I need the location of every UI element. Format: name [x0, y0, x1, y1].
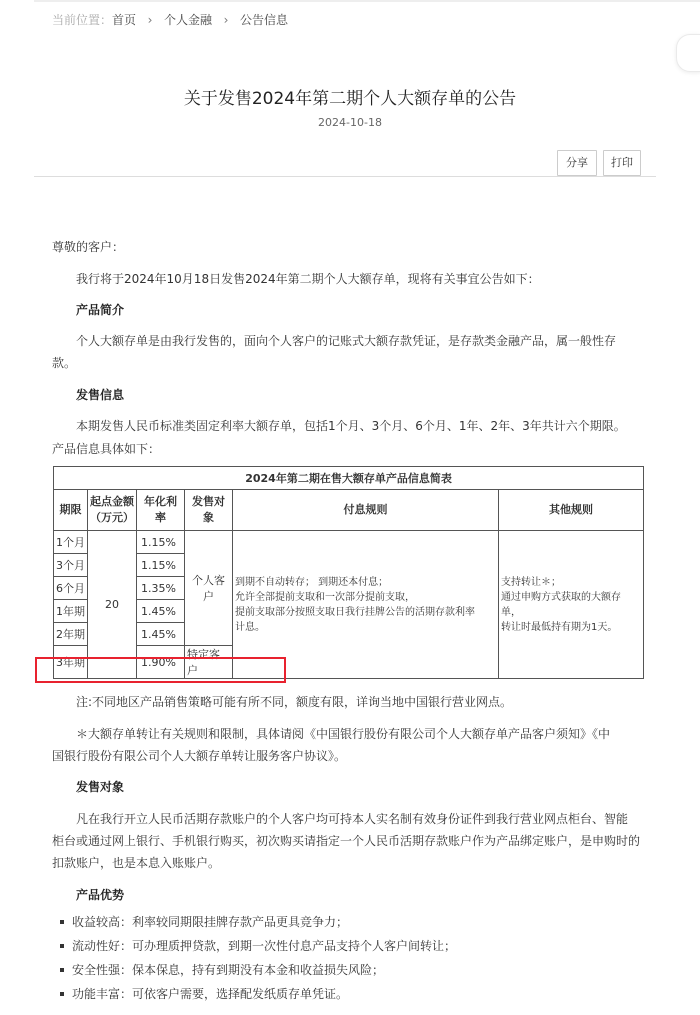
- breadcrumb: [52, 11, 288, 28]
- bullet-icon: [60, 992, 64, 996]
- other-line: 支持转让＊；: [501, 576, 561, 588]
- other-line: 转让时最低持有期为1天。: [501, 621, 618, 633]
- row-rate: 1.35%: [137, 577, 185, 600]
- target-text-line2: 柜台或通过网上银行、手机银行购买，初次购买请指定一个人民币活期存款账户作为产品绑定账户，是申购时的: [52, 834, 641, 848]
- section-title-advantages: 产品优势: [76, 888, 125, 902]
- header-min-amount-line2: （万元）: [90, 511, 134, 524]
- header-rate: 年化利率: [137, 490, 185, 531]
- breadcrumb-home[interactable]: 首页: [112, 13, 137, 27]
- highlight-box: [35, 657, 286, 683]
- advantage-text: 安全性强：保本保息，持有到期没有本金和收益损失风险；: [72, 963, 385, 977]
- chevron-right-icon: ›: [147, 13, 153, 27]
- header-target: 发售对象: [185, 490, 233, 531]
- section-title-sales: 发售信息: [76, 388, 125, 402]
- row-rate: 1.15%: [137, 531, 185, 554]
- header-other: 其他规则: [499, 490, 644, 531]
- product-text-line2: 款。: [52, 356, 77, 370]
- print-button[interactable]: 打印: [603, 150, 641, 176]
- advantage-text: 收益较高：利率较同期限挂牌存款产品更具竞争力；: [72, 915, 349, 929]
- row-term: 1年期: [54, 600, 88, 623]
- sales-text-line1: 本期发售人民币标准类固定利率大额存单，包括1个月、3个月、6个月、1年、2年、3年共计六个期限。: [76, 419, 626, 433]
- row-rate: 1.45%: [137, 623, 185, 646]
- breadcrumb-prefix: 当前位置：: [52, 13, 113, 27]
- row-term: 3年期: [54, 646, 88, 679]
- breadcrumb-personal-finance[interactable]: 个人金融: [164, 13, 213, 27]
- other-line: 通过申购方式获取的大额存: [501, 591, 621, 603]
- advantage-text: 流动性好：可办理质押贷款，到期一次性付息产品支持个人客户间转让；: [72, 939, 457, 953]
- section-title-product: 产品简介: [76, 303, 125, 317]
- bullet-icon: [60, 968, 64, 972]
- other-rules-cell: [499, 531, 644, 679]
- header-min-amount-line1: 起点金额: [90, 495, 134, 508]
- top-divider: [34, 0, 700, 2]
- row-rate: 1.90%: [137, 646, 185, 679]
- row-rate: 1.15%: [137, 554, 185, 577]
- target-special-cell: 特定客户: [185, 646, 233, 679]
- interest-line: 计息。: [235, 621, 265, 633]
- list-item: [52, 910, 652, 934]
- chevron-right-icon: ›: [223, 13, 229, 27]
- target-text-line1: 凡在我行开立人民币活期存款账户的个人客户均可持本人实名制有效身份证件到我行营业网点柜台、智能: [76, 812, 629, 826]
- product-text-line1: 个人大额存单是由我行发售的，面向个人客户的记账式大额存款凭证，是存款类金融产品，属一般性存: [76, 334, 617, 348]
- target-personal-cell: 个人客户: [185, 531, 233, 646]
- note-regional: 注:不同地区产品销售策略可能有所不同，额度有限，详询当地中国银行营业网点。: [76, 695, 513, 709]
- advantage-text: 功能丰富：可依客户需要，选择配发纸质存单凭证。: [72, 987, 349, 1001]
- product-table: [53, 466, 644, 679]
- list-item: [52, 934, 652, 958]
- greeting: 尊敬的客户：: [52, 240, 125, 254]
- publish-date: 2024-10-18: [318, 116, 382, 129]
- title-divider: [34, 176, 656, 177]
- interest-line: 提前支取部分按照支取日我行挂牌公告的活期存款利率: [235, 606, 475, 618]
- sales-text-line2: 产品信息具体如下：: [52, 442, 161, 456]
- advantages-list: [52, 910, 652, 1006]
- target-text-line3: 扣款账户，也是本息入账账户。: [52, 856, 221, 870]
- interest-line: 到期不自动转存； 到期还本付息；: [235, 576, 389, 588]
- intro-text: 我行将于2024年10月18日发售2024年第二期个人大额存单，现将有关事宜公告如下：: [76, 272, 540, 286]
- side-float-tab[interactable]: [676, 34, 700, 72]
- note-transfer-line1: ＊大额存单转让有关规则和限制，具体请阅《中国银行股份有限公司个人大额存单产品客户须知》《中: [76, 727, 611, 741]
- table-caption: 2024年第二期在售大额存单产品信息简表: [54, 467, 644, 490]
- note-transfer-line2: 国银行股份有限公司个人大额存单转让服务客户协议》。: [52, 749, 347, 763]
- other-line: 单，: [501, 606, 521, 618]
- share-button[interactable]: 分享: [557, 150, 597, 176]
- list-item: [52, 982, 652, 1006]
- row-term: 3个月: [54, 554, 88, 577]
- header-term: 期限: [54, 490, 88, 531]
- row-term: 2年期: [54, 623, 88, 646]
- header-min-amount: [88, 490, 137, 531]
- list-item: [52, 958, 652, 982]
- row-term: 1个月: [54, 531, 88, 554]
- interest-line: 允许全部提前支取和一次部分提前支取，: [235, 591, 415, 603]
- section-title-target: 发售对象: [76, 780, 125, 794]
- min-amount-cell: 20: [88, 531, 137, 679]
- row-term: 6个月: [54, 577, 88, 600]
- breadcrumb-announcements[interactable]: 公告信息: [240, 13, 289, 27]
- bullet-icon: [60, 944, 64, 948]
- bullet-icon: [60, 920, 64, 924]
- header-interest: 付息规则: [233, 490, 499, 531]
- page-title: 关于发售2024年第二期个人大额存单的公告: [183, 89, 517, 109]
- row-rate: 1.45%: [137, 600, 185, 623]
